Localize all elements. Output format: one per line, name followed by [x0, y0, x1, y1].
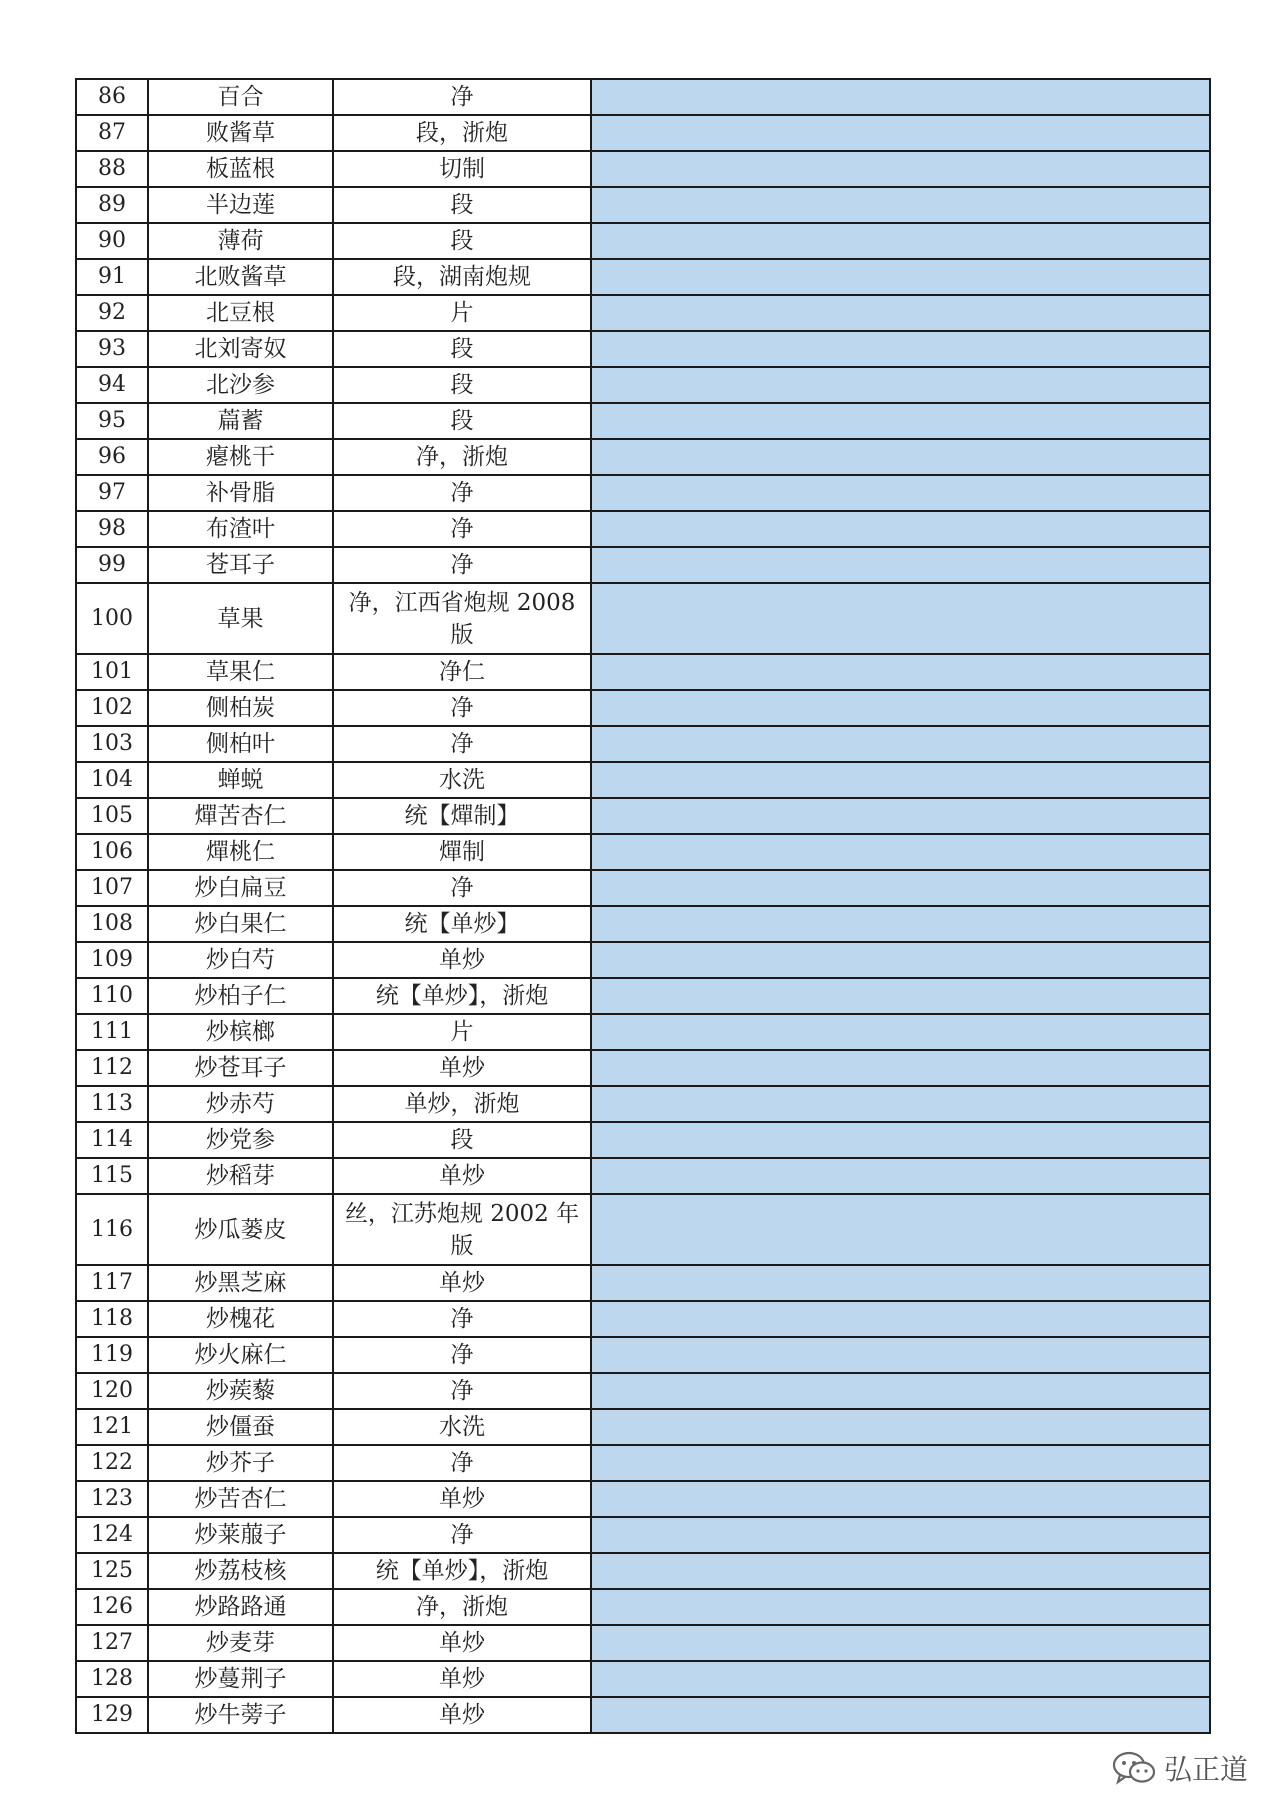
blank-cell: [591, 978, 1210, 1014]
blank-cell: [591, 511, 1210, 547]
processing-method: 单炒，浙炮: [333, 1086, 591, 1122]
herb-name: 炒黑芝麻: [148, 1265, 333, 1301]
processing-method: 段: [333, 1122, 591, 1158]
table-row: [76, 1373, 1210, 1409]
table-row: [76, 583, 1210, 654]
table-row: [76, 1697, 1210, 1733]
table-row: [76, 511, 1210, 547]
herb-table: [75, 78, 1211, 1734]
processing-method: 段: [333, 331, 591, 367]
herb-name: 炒牛蒡子: [148, 1697, 333, 1733]
table-row: [76, 1517, 1210, 1553]
herb-name: 萹蓄: [148, 403, 333, 439]
blank-cell: [591, 79, 1210, 115]
blank-cell: [591, 1158, 1210, 1194]
processing-method: 净: [333, 1301, 591, 1337]
row-number: 89: [76, 187, 148, 223]
table-row: [76, 1301, 1210, 1337]
table-row: [76, 762, 1210, 798]
row-number: 97: [76, 475, 148, 511]
blank-cell: [591, 403, 1210, 439]
table-row: [76, 403, 1210, 439]
row-number: 100: [76, 583, 148, 654]
blank-cell: [591, 1661, 1210, 1697]
processing-method: 净: [333, 726, 591, 762]
processing-method: 统【单炒】，浙炮: [333, 978, 591, 1014]
herb-name: 炒路路通: [148, 1589, 333, 1625]
herb-name: 布渣叶: [148, 511, 333, 547]
blank-cell: [591, 115, 1210, 151]
herb-name: 炒蔓荆子: [148, 1661, 333, 1697]
table-row: [76, 906, 1210, 942]
herb-name: 炒槟榔: [148, 1014, 333, 1050]
processing-method: 净: [333, 690, 591, 726]
herb-name: 薄荷: [148, 223, 333, 259]
blank-cell: [591, 1194, 1210, 1265]
herb-name: 炒槐花: [148, 1301, 333, 1337]
blank-cell: [591, 1553, 1210, 1589]
blank-cell: [591, 475, 1210, 511]
table-row: [76, 942, 1210, 978]
herb-name: 北豆根: [148, 295, 333, 331]
processing-method: 段，浙炮: [333, 115, 591, 151]
herb-name: 百合: [148, 79, 333, 115]
blank-cell: [591, 1625, 1210, 1661]
row-number: 118: [76, 1301, 148, 1337]
processing-method: 净: [333, 1445, 591, 1481]
table-row: [76, 79, 1210, 115]
row-number: 109: [76, 942, 148, 978]
herb-name: 板蓝根: [148, 151, 333, 187]
blank-cell: [591, 1373, 1210, 1409]
blank-cell: [591, 367, 1210, 403]
row-number: 115: [76, 1158, 148, 1194]
table-row: [76, 978, 1210, 1014]
blank-cell: [591, 187, 1210, 223]
table-row: [76, 187, 1210, 223]
processing-method: 统【单炒】: [333, 906, 591, 942]
table-row: [76, 690, 1210, 726]
blank-cell: [591, 798, 1210, 834]
row-number: 95: [76, 403, 148, 439]
processing-method: 水洗: [333, 1409, 591, 1445]
blank-cell: [591, 1697, 1210, 1733]
herb-name: 炒火麻仁: [148, 1337, 333, 1373]
herb-name: 苍耳子: [148, 547, 333, 583]
row-number: 121: [76, 1409, 148, 1445]
herb-name: 半边莲: [148, 187, 333, 223]
table-row: [76, 1014, 1210, 1050]
row-number: 91: [76, 259, 148, 295]
blank-cell: [591, 295, 1210, 331]
herb-name: 草果仁: [148, 654, 333, 690]
table-row: [76, 726, 1210, 762]
row-number: 110: [76, 978, 148, 1014]
row-number: 113: [76, 1086, 148, 1122]
row-number: 126: [76, 1589, 148, 1625]
row-number: 102: [76, 690, 148, 726]
blank-cell: [591, 1265, 1210, 1301]
processing-method: 净: [333, 547, 591, 583]
row-number: 123: [76, 1481, 148, 1517]
table-row: [76, 1481, 1210, 1517]
watermark: [1112, 1748, 1248, 1788]
table-row: [76, 1265, 1210, 1301]
herb-name: 炒荔枝核: [148, 1553, 333, 1589]
processing-method: 水洗: [333, 762, 591, 798]
row-number: 128: [76, 1661, 148, 1697]
processing-method: 段: [333, 187, 591, 223]
row-number: 124: [76, 1517, 148, 1553]
herb-name: 炒僵蚕: [148, 1409, 333, 1445]
row-number: 117: [76, 1265, 148, 1301]
processing-method: 净: [333, 1517, 591, 1553]
row-number: 104: [76, 762, 148, 798]
processing-method: 单炒: [333, 1481, 591, 1517]
table-row: [76, 1445, 1210, 1481]
row-number: 87: [76, 115, 148, 151]
herb-name: 炒苦杏仁: [148, 1481, 333, 1517]
blank-cell: [591, 1014, 1210, 1050]
row-number: 86: [76, 79, 148, 115]
row-number: 99: [76, 547, 148, 583]
table-row: [76, 1086, 1210, 1122]
processing-method: 段: [333, 403, 591, 439]
blank-cell: [591, 223, 1210, 259]
row-number: 103: [76, 726, 148, 762]
herb-name: 草果: [148, 583, 333, 654]
row-number: 88: [76, 151, 148, 187]
herb-name: 侧柏叶: [148, 726, 333, 762]
herb-name: 炒瓜蒌皮: [148, 1194, 333, 1265]
herb-name: 炒白扁豆: [148, 870, 333, 906]
table-row: [76, 1589, 1210, 1625]
row-number: 93: [76, 331, 148, 367]
processing-method: 净: [333, 1337, 591, 1373]
processing-method: 统【燀制】: [333, 798, 591, 834]
herb-name: 北沙参: [148, 367, 333, 403]
table-row: [76, 259, 1210, 295]
row-number: 114: [76, 1122, 148, 1158]
herb-name: 北刘寄奴: [148, 331, 333, 367]
processing-method: 净，江西省炮规 2008 版: [333, 583, 591, 654]
row-number: 119: [76, 1337, 148, 1373]
table-row: [76, 223, 1210, 259]
table-row: [76, 1337, 1210, 1373]
herb-name: 败酱草: [148, 115, 333, 151]
table-row: [76, 115, 1210, 151]
row-number: 125: [76, 1553, 148, 1589]
table-row: [76, 1553, 1210, 1589]
herb-name: 蝉蜕: [148, 762, 333, 798]
table-row: [76, 870, 1210, 906]
row-number: 105: [76, 798, 148, 834]
blank-cell: [591, 547, 1210, 583]
wechat-icon: [1112, 1751, 1156, 1785]
row-number: 107: [76, 870, 148, 906]
processing-method: 燀制: [333, 834, 591, 870]
row-number: 106: [76, 834, 148, 870]
processing-method: 单炒: [333, 1625, 591, 1661]
herb-name: 瘪桃干: [148, 439, 333, 475]
watermark-text: 弘正道: [1163, 1753, 1248, 1786]
blank-cell: [591, 834, 1210, 870]
blank-cell: [591, 906, 1210, 942]
table-row: [76, 1158, 1210, 1194]
processing-method: 净: [333, 79, 591, 115]
blank-cell: [591, 1050, 1210, 1086]
table-row: [76, 834, 1210, 870]
blank-cell: [591, 1445, 1210, 1481]
herb-name: 侧柏炭: [148, 690, 333, 726]
herb-name: 炒白果仁: [148, 906, 333, 942]
blank-cell: [591, 1589, 1210, 1625]
processing-method: 段: [333, 367, 591, 403]
blank-cell: [591, 1517, 1210, 1553]
table-row: [76, 1194, 1210, 1265]
herb-name: 炒白芍: [148, 942, 333, 978]
table-row: [76, 1409, 1210, 1445]
herb-name: 炒麦芽: [148, 1625, 333, 1661]
table-row: [76, 151, 1210, 187]
processing-method: 段: [333, 223, 591, 259]
row-number: 129: [76, 1697, 148, 1733]
blank-cell: [591, 1086, 1210, 1122]
blank-cell: [591, 942, 1210, 978]
row-number: 116: [76, 1194, 148, 1265]
processing-method: 净，浙炮: [333, 1589, 591, 1625]
table-row: [76, 1625, 1210, 1661]
herb-name: 北败酱草: [148, 259, 333, 295]
row-number: 120: [76, 1373, 148, 1409]
herb-name: 炒赤芍: [148, 1086, 333, 1122]
table-row: [76, 1661, 1210, 1697]
blank-cell: [591, 583, 1210, 654]
blank-cell: [591, 151, 1210, 187]
table-row: [76, 547, 1210, 583]
table-row: [76, 439, 1210, 475]
blank-cell: [591, 259, 1210, 295]
blank-cell: [591, 726, 1210, 762]
table-row: [76, 367, 1210, 403]
herb-name: 燀桃仁: [148, 834, 333, 870]
blank-cell: [591, 1122, 1210, 1158]
processing-method: 单炒: [333, 1158, 591, 1194]
herb-name: 燀苦杏仁: [148, 798, 333, 834]
processing-method: 单炒: [333, 1661, 591, 1697]
processing-method: 净: [333, 475, 591, 511]
table-row: [76, 798, 1210, 834]
processing-method: 片: [333, 1014, 591, 1050]
herb-name: 炒芥子: [148, 1445, 333, 1481]
row-number: 94: [76, 367, 148, 403]
table-row: [76, 1050, 1210, 1086]
processing-method: 净，浙炮: [333, 439, 591, 475]
processing-method: 切制: [333, 151, 591, 187]
processing-method: 净: [333, 870, 591, 906]
herb-name: 炒柏子仁: [148, 978, 333, 1014]
processing-method: 净: [333, 511, 591, 547]
herb-name: 炒蒺藜: [148, 1373, 333, 1409]
processing-method: 单炒: [333, 1265, 591, 1301]
table-row: [76, 295, 1210, 331]
row-number: 101: [76, 654, 148, 690]
processing-method: 段，湖南炮规: [333, 259, 591, 295]
blank-cell: [591, 762, 1210, 798]
table-row: [76, 1122, 1210, 1158]
row-number: 98: [76, 511, 148, 547]
table-row: [76, 654, 1210, 690]
blank-cell: [591, 1481, 1210, 1517]
blank-cell: [591, 654, 1210, 690]
herb-name: 炒莱菔子: [148, 1517, 333, 1553]
blank-cell: [591, 1337, 1210, 1373]
processing-method: 丝，江苏炮规 2002 年版: [333, 1194, 591, 1265]
row-number: 92: [76, 295, 148, 331]
processing-method: 单炒: [333, 1697, 591, 1733]
table-row: [76, 331, 1210, 367]
processing-method: 单炒: [333, 942, 591, 978]
herb-name: 炒党参: [148, 1122, 333, 1158]
processing-method: 统【单炒】，浙炮: [333, 1553, 591, 1589]
blank-cell: [591, 1301, 1210, 1337]
row-number: 90: [76, 223, 148, 259]
row-number: 122: [76, 1445, 148, 1481]
row-number: 112: [76, 1050, 148, 1086]
herb-name: 炒稻芽: [148, 1158, 333, 1194]
row-number: 96: [76, 439, 148, 475]
row-number: 127: [76, 1625, 148, 1661]
herb-name: 炒苍耳子: [148, 1050, 333, 1086]
blank-cell: [591, 690, 1210, 726]
table-row: [76, 475, 1210, 511]
row-number: 111: [76, 1014, 148, 1050]
row-number: 108: [76, 906, 148, 942]
blank-cell: [591, 439, 1210, 475]
processing-method: 净仁: [333, 654, 591, 690]
processing-method: 片: [333, 295, 591, 331]
blank-cell: [591, 1409, 1210, 1445]
processing-method: 净: [333, 1373, 591, 1409]
herb-name: 补骨脂: [148, 475, 333, 511]
processing-method: 单炒: [333, 1050, 591, 1086]
blank-cell: [591, 870, 1210, 906]
blank-cell: [591, 331, 1210, 367]
